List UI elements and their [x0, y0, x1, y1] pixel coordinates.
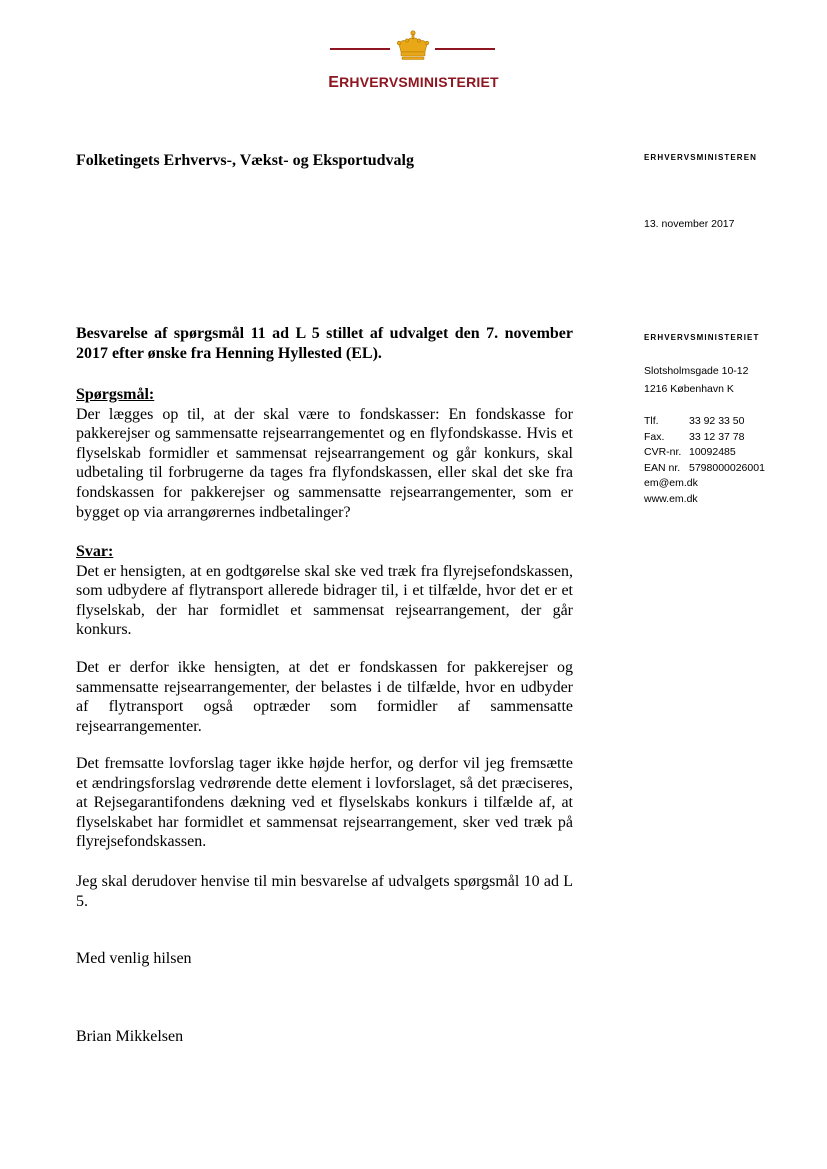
address-street: Slotsholmsgade 10-12 [644, 365, 749, 377]
question-text: Der lægges op til, at der skal være to fondskasser: En fondskasse for pakkerejser og sammensatte rejsearrangementet og en flyfondskasse. Hvis et flyselskab formidler et sammensat rejsearrangement og går konkurs, skal udbetaling til forbrugerne da tages fra flyfondskassen, eller skal det ske fra fondskassen for pakkerejser og sammensatte rejsearrangementer, som er bygget op via arrangørernes indbetalinger? [76, 405, 573, 521]
contact-row [644, 492, 765, 508]
answer-paragraph-1: Det er hensigten, at en godtgørelse skal ske ved træk fra flyrejsefondskassen, som udbydere af flytransport allerede bidrager til, i et tilfælde, hvor det er et flyselskab, der har formidlet et sammensat rejsearrangement, der går konkurs. [76, 562, 573, 639]
contact-row [644, 445, 765, 461]
ministry-contacts [644, 414, 765, 507]
crown-icon [395, 30, 431, 62]
contact-row [644, 461, 765, 477]
logo-rule-right [435, 48, 495, 50]
contact-row [644, 476, 765, 492]
contact-value: 33 12 37 78 [689, 430, 745, 443]
contact-label: EAN nr. [644, 461, 681, 474]
contact-table [644, 414, 765, 507]
letter-date: 13. november 2017 [644, 218, 735, 230]
answer-paragraph-4: Jeg skal derudover henvise til min besvarelse af udvalgets spørgsmål 10 ad L 5. [76, 873, 573, 910]
website-link[interactable]: www.em.dk [644, 492, 698, 505]
question-heading: Spørgsmål: [76, 386, 155, 403]
contact-label: CVR-nr. [644, 446, 682, 458]
contact-value: 5798000026001 [689, 461, 765, 474]
recipient: Folketingets Erhvervs-, Vækst- og Eksportudvalg [76, 152, 414, 169]
contact-label: Tlf. [644, 415, 659, 427]
contact-value: 10092485 [689, 446, 736, 458]
contact-label: Fax. [644, 430, 665, 443]
ministry-heading: ERHVERVSMINISTERIET [644, 333, 760, 342]
answer-paragraph-2: Det er derfor ikke hensigten, at det er fondskassen for pakkerejser og sammensatte rejsearrangementer, der belastes i de tilfælde, hvor en udbyder af flytransport også optræder som formidler af sammensatte rejsearrangementer. [76, 659, 573, 735]
contact-row [644, 414, 765, 430]
ministry-address [644, 362, 748, 398]
contact-row [644, 430, 765, 446]
answer-section [76, 542, 573, 640]
logo-rule-left [330, 48, 390, 50]
answer-heading: Svar: [76, 543, 114, 560]
letter-subject: Besvarelse af spørgsmål 11 ad L 5 stillet af udvalget den 7. november 2017 efter ønske fra Henning Hyllested (EL). [76, 325, 573, 362]
signature: Brian Mikkelsen [76, 1028, 184, 1045]
closing: Med venlig hilsen [76, 950, 192, 967]
sender-heading: ERHVERVSMINISTEREN [644, 153, 758, 162]
contact-value: 33 92 33 50 [689, 415, 745, 427]
question-section [76, 385, 573, 522]
email-link[interactable]: em@em.dk [644, 477, 698, 489]
ministry-logo-text: ERHVERVSMINISTERIET [328, 74, 499, 91]
address-city: 1216 København K [644, 383, 734, 395]
answer-paragraph-3: Det fremsatte lovforslag tager ikke højde herfor, og derfor vil jeg fremsætte et ændringsforslag vedrørende dette element i lovforslaget, så det præciseres, at Rejsegarantifondens dækning ved et flyselskabs konkurs i tilfælde af, at flyselskabet har formidlet et sammensat rejsearrangement, sker ved træk på flyrejsefondskassen. [76, 755, 573, 851]
